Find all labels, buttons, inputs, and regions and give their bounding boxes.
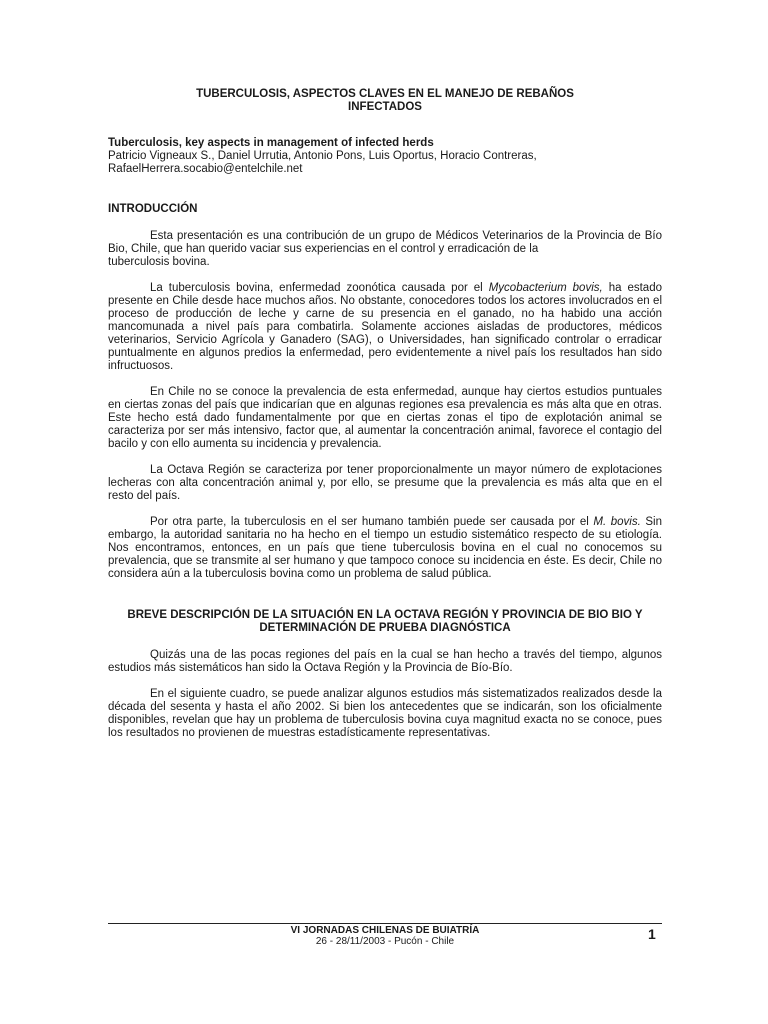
- intro-paragraph-4: La Octava Región se caracteriza por tener proporcionalmente un mayor número de explotaciones lecheras con alta concentración animal y, por ello, se presume que la prevalencia es más alta que en el resto del país.: [108, 464, 662, 502]
- intro-paragraph-5-pre: Por otra parte, la tuberculosis en el ser humano también puede ser causada por el: [150, 516, 594, 528]
- intro-paragraph-1-text: Esta presentación es una contribución de un grupo de Médicos Veterinarios de la Provincia de Bío Bio, Chile, que han querido vaciar sus experiencias en el control y erradicación de la: [108, 230, 662, 255]
- footer-event-name: VI JORNADAS CHILENAS DE BUIATRÍA: [290, 925, 480, 936]
- title-line-2: INFECTADOS: [348, 101, 422, 113]
- intro-paragraph-5-post: Sin embargo, la autoridad sanitaria no ha hecho en el tiempo un estudio sistemático respecto de su etiología. Nos encontramos, entonces, en un país que tiene tuberculosis bovina en el cual no conocemos su prevalencia, que se transmite al ser humano y que tampoco conoce su incidencia en éste. Es decir, Chile no considera aún a la tuberculosis bovina como un problema de salud pública.: [108, 516, 662, 580]
- species-name: M. bovis.: [593, 516, 641, 528]
- species-name: Mycobacterium bovis,: [488, 282, 603, 294]
- section-heading-breve-descripcion: [108, 609, 662, 635]
- section-heading-introduccion: INTRODUCCIÓN: [108, 203, 198, 215]
- title-line-1: TUBERCULOSIS, ASPECTOS CLAVES EN EL MANEJO DE REBAÑOS: [196, 88, 574, 100]
- intro-paragraph-5: [108, 516, 662, 581]
- intro-paragraph-1: [108, 230, 662, 269]
- intro-paragraph-3: En Chile no se conoce la prevalencia de esta enfermedad, aunque hay ciertos estudios puntuales en ciertas zonas del país que indicarían que en algunas regiones esa prevalencia es más alta que en otras. Este hecho está dado fundamentalmente por que en ciertas zonas el tipo de explotación animal se caracteriza por ser más intensivo, factor que, al aumentar la concentración animal, favorece el contagio del bacilo y con ello aumenta su incidencia y prevalencia.: [108, 386, 662, 450]
- section2-heading-line-1: BREVE DESCRIPCIÓN DE LA SITUACIÓN EN LA OCTAVA REGIÓN Y PROVINCIA DE BIO BIO Y: [127, 609, 643, 621]
- page-footer: [108, 925, 662, 947]
- intro-paragraph-1-end: tuberculosis bovina.: [108, 256, 210, 268]
- footer-divider: [108, 923, 662, 924]
- page-number: 1: [648, 926, 656, 942]
- document-page: [108, 88, 662, 753]
- author-email: RafaelHerrera.socabio@entelchile.net: [108, 163, 303, 175]
- authors: Patricio Vigneaux S., Daniel Urrutia, Antonio Pons, Luis Oportus, Horacio Contreras,: [108, 150, 537, 162]
- intro-paragraph-2-post: ha estado presente en Chile desde hace muchos años. No obstante, conocedores todos los actores involucrados en el proceso de producción de leche y carne de su presencia en el ganado, no ha habido una acción mancomunada a nivel país para combatirla. Solamente acciones aisladas de productores, médicos veterinarios, Servicio Agrícola y Ganadero (SAG), o Universidades, han significado controlar o erradicar puntualmente en algunos predios la enfermedad, pero evidentemente a nivel país los resultados han sido infructuosos.: [108, 282, 662, 372]
- section2-paragraph-1: Quizás una de las pocas regiones del país en la cual se han hecho a través del tiempo, algunos estudios más sistemáticos han sido la Octava Región y la Provincia de Bío-Bío.: [108, 649, 662, 674]
- footer-event-date: 26 - 28/11/2003 - Pucón - Chile: [315, 936, 455, 947]
- intro-paragraph-2-pre: La tuberculosis bovina, enfermedad zoonótica causada por el: [150, 282, 489, 294]
- section2-paragraph-2: En el siguiente cuadro, se puede analizar algunos estudios más sistematizados realizados desde la década del sesenta y hasta el año 2002. Si bien los antecedentes que se indicarán, son los oficialmente disponibles, revelan que hay un problema de tuberculosis bovina cuya magnitud exacta no se conoce, pues los resultados no provienen de muestras estadísticamente representativas.: [108, 688, 662, 739]
- section2-heading-line-2: DETERMINACIÓN DE PRUEBA DIAGNÓSTICA: [259, 622, 511, 634]
- document-title: [108, 88, 662, 114]
- english-title: Tuberculosis, key aspects in management of infected herds: [108, 137, 434, 149]
- intro-paragraph-2: [108, 282, 662, 373]
